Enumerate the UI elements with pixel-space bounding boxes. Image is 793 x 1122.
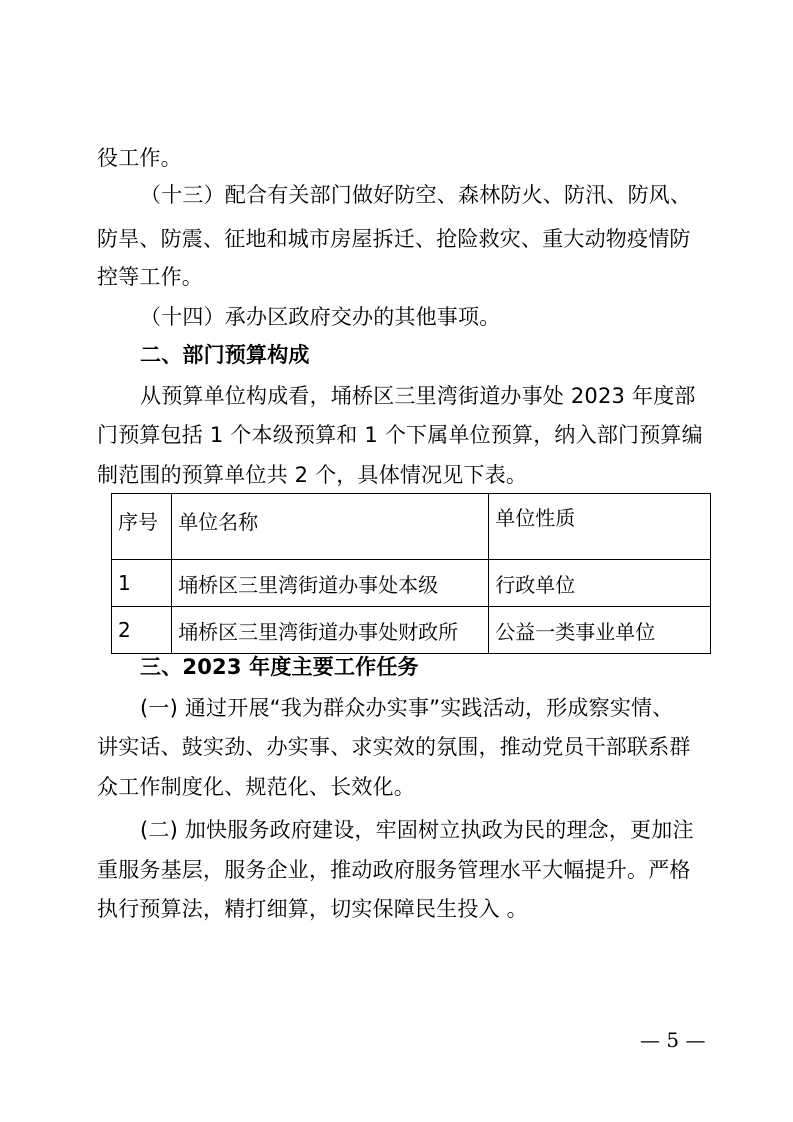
table-row (112, 560, 711, 607)
paragraph-line: 防旱、防震、征地和城市房屋拆迁、抢险救灾、重大动物疫情防 (97, 227, 691, 251)
paragraph-line: （十四）承办区政府交办的其他事项。 (140, 305, 501, 329)
paragraph-line: 制范围的预算单位共 2 个，具体情况见下表。 (97, 463, 528, 487)
table-header-cell: 单位名称 (172, 494, 489, 560)
page-number: — 5 — (640, 1028, 706, 1052)
paragraph-line: 控等工作。 (97, 265, 203, 289)
section-heading: 二、部门预算构成 (140, 343, 310, 367)
paragraph-line: 讲实话、鼓实劲、办实事、求实效的氛围，推动党员干部联系群 (97, 735, 691, 759)
section-heading: 三、2023 年度主要工作任务 (140, 655, 419, 679)
table-row (112, 607, 711, 654)
table-cell: 行政单位 (489, 560, 711, 607)
paragraph-line: 众工作制度化、规范化、长效化。 (97, 775, 415, 799)
table-cell: 公益一类事业单位 (489, 607, 711, 654)
budget-units-table (111, 493, 711, 654)
paragraph-line: （十三）配合有关部门做好防空、森林防火、防汛、防风、 (140, 183, 692, 207)
table-header-cell: 序号 (112, 494, 172, 560)
paragraph-line: (一) 通过开展“我为群众办实事”实践活动，形成察实情、 (140, 696, 674, 720)
paragraph-line: 役工作。 (97, 146, 182, 170)
table-cell: 1 (112, 560, 172, 607)
paragraph-line: 从预算单位构成看，埇桥区三里湾街道办事处 2023 年度部 (140, 384, 696, 408)
table-cell: 2 (112, 607, 172, 654)
table-header-row (112, 494, 711, 560)
paragraph-line: 重服务基层，服务企业，推动政府服务管理水平大幅提升。严格 (97, 858, 691, 882)
paragraph-line: (二) 加快服务政府建设，牢固树立执政为民的理念，更加注 (140, 818, 694, 842)
table-header-cell: 单位性质 (489, 494, 711, 560)
table-cell: 埇桥区三里湾街道办事处财政所 (172, 607, 489, 654)
paragraph-line: 执行预算法，精打细算，切实保障民生投入 。 (97, 897, 528, 921)
table-cell: 埇桥区三里湾街道办事处本级 (172, 560, 489, 607)
paragraph-line: 门预算包括 1 个本级预算和 1 个下属单位预算，纳入部门预算编 (97, 423, 703, 447)
